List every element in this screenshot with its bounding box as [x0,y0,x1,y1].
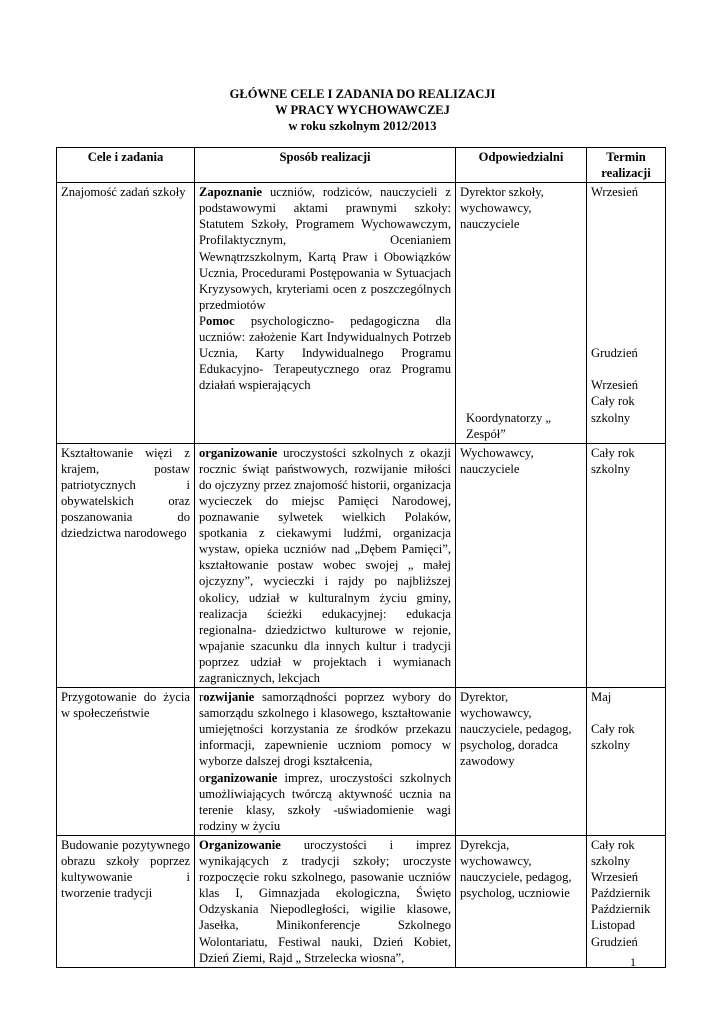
table-row [57,183,666,444]
term-text: Październik [591,886,651,901]
title-line-1: GŁÓWNE CELE I ZADANIA DO REALIZACJI [229,87,496,101]
method-text: uroczystości szkolnych z okazji rocznic świąt państwowych, rozwijanie miłości do ojczyzny przez znajomość historii, organizacja wycieczek do miejsc Pamięci Narodowej, poznawanie sylwetek wielkich Polaków, spotkania z ciekawymi ludźmi, organizacja wystaw, opieka uczniów nad „Dębem Pamięci”, kształtowanie postaw wobec swojej „ małej ojczyzny”, wycieczki i rajdy po najbliższej okolicy, udział w kulturalnym życiu gminy, realizacja ścieżki edukacyjnej: edukacja regionalna- dziedzictwo kulturowe w rejonie, wpajanie szacunku dla innych kultur i tradycji poprzez udział w projektach i wymianach zagranicznych, lekcjach [199,445,451,685]
header-method: Sposób realizacji [195,148,456,183]
responsible-text: Dyrekcja, wychowawcy, nauczyciele, pedagog, psycholog, uczniowie [460,837,572,901]
method-keyword: Zapoznanie [199,185,262,200]
method-keyword: Organizowanie [199,837,281,852]
method-cell [195,688,456,836]
method-keyword: omoc [206,313,235,328]
goal-cell [57,183,195,444]
goal-text: Budowanie pozytywnego obrazu szkoły poprzez kultywowanie i tworzenie tradycji [61,837,190,901]
term-text: Grudzień [591,934,638,949]
goal-text: Przygotowanie do życia w społeczeństwie [61,690,190,721]
term-text: Listopad [591,918,636,933]
table-header-row [57,148,666,183]
term-text: Cały rok szkolny [591,722,635,753]
method-text: uroczystości i imprez wynikających z tradycji szkoły; uroczyste rozpoczęcie roku szkolnego, pasowanie uczniów klas I, Gimnazjada ekologiczna, Święto Odzyskania Niepodległości, wigilie klasowe, Jasełka, Minikonferencje Szkolnego Wolontariatu, Festiwal nauki, Dzień Kobiet, Dzień Ziemi, Rajd „ Strzelecka wiosna”, [199,837,451,965]
responsible-text: Koordynatorzy „ Zespół” [466,410,551,441]
term-text: Wrzesień [591,185,639,200]
method-keyword-plain: r [199,690,204,705]
term-text: Wrzesień [591,870,639,885]
method-cell [195,835,456,967]
method-keyword: organizowanie [199,445,278,460]
responsible-text: Dyrektor, wychowawcy, nauczyciele, pedagog, psycholog, doradca zawodowy [460,690,572,769]
responsible-cell [456,835,587,967]
goal-cell [57,688,195,836]
goal-text: Kształtowanie więzi z krajem, postaw patriotycznych i obywatelskich oraz poszanowania do dziedzictwa narodowego [61,445,190,541]
header-responsible: Odpowiedzialni [456,148,587,183]
method-cell [195,443,456,687]
goals-table [56,147,666,968]
method-keyword-plain: P [199,313,207,328]
table-row [57,443,666,687]
method-text: imprez, uroczystości szkolnych umożliwiających twórczą aktywność ucznia na terenie klasy, szkoły -uświadomienie wagi rodziny w życiu [199,770,451,833]
table-row [57,835,666,967]
responsible-cell [456,688,587,836]
responsible-cell [456,183,587,444]
term-text: Cały rok szkolny [591,394,635,425]
term-text: Wrzesień [591,378,639,393]
table-row [57,688,666,836]
term-cell [587,835,666,967]
term-text: Cały rok szkolny [591,445,635,476]
method-text: psychologiczno- pedagogiczna dla uczniów: założenie Kart Indywidualnych Potrzeb Ucznia, Karty Indywidualnego Programu Edukacyjno- Terapeutycznego oraz Programu działań wspierających [199,313,451,393]
header-term: Termin realizacji [587,148,666,183]
responsible-cell [456,443,587,687]
term-text: Październik [591,902,651,917]
method-keyword: rganizowanie [205,770,278,785]
page-number: 1 [630,955,636,969]
term-text: Cały rok szkolny [591,837,635,869]
term-cell [587,443,666,687]
responsible-text: Dyrektor szkoły, wychowawcy, nauczyciele [460,185,544,232]
method-text: samorządności poprzez wybory do samorządu szkolnego i klasowego, kształtowanie umiejętności korzystania ze środków przekazu informacji, zapewnienie uczniom pomocy w wyborze dalszej drogi kształcenia, [199,690,451,769]
responsible-text: Wychowawcy, nauczyciele [460,445,534,476]
method-keyword-plain: o [199,770,206,785]
title-line-3: w roku szkolnym 2012/2013 [288,119,437,133]
header-goals: Cele i zadania [57,148,195,183]
goal-cell [57,443,195,687]
goal-text: Znajomość zadań szkoły [61,185,186,200]
term-text: Grudzień [591,346,638,361]
title-line-2: W PRACY WYCHOWAWCZEJ [275,103,450,117]
method-cell [195,183,456,444]
goal-cell [57,835,195,967]
document-title [0,86,725,134]
term-text: Maj [591,690,612,705]
term-cell [587,688,666,836]
term-cell [587,183,666,444]
method-keyword: ozwijanie [203,690,255,705]
method-text: uczniów, rodziców, nauczycieli z podstawowymi aktami prawnymi szkoły: Statutem Szkoły, Programem Wychowawczym, Profilaktycznym, Ocenianiem Wewnątrzszkolnym, Kartą Praw i Obowiązków Ucznia, Procedurami Postępowania w Sytuacjach Kryzysowych, kryteriami ocen z poszczególnych przedmiotów [199,185,451,312]
